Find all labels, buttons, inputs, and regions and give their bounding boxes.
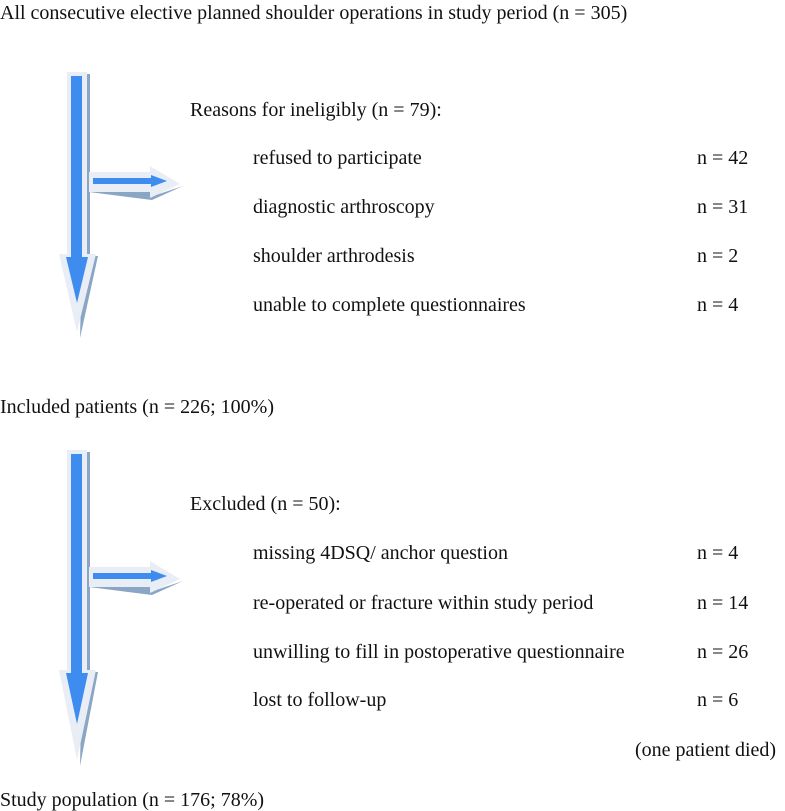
start-node-label: All consecutive elective planned shoulder operations in study period (n = 305) — [0, 2, 628, 24]
down-arrow-icon — [59, 450, 98, 766]
ineligible-heading: Reasons for ineligibly (n = 79): — [190, 99, 442, 121]
down-arrow-icon — [59, 72, 98, 338]
excluded-heading: Excluded (n = 50): — [190, 493, 341, 515]
ineligible-reason-count: n = 2 — [697, 245, 739, 267]
excluded-reason-count: n = 6 — [697, 689, 739, 711]
ineligible-reason-count: n = 31 — [697, 196, 749, 218]
included-node-label: Included patients (n = 226; 100%) — [0, 396, 274, 418]
final-node-label: Study population (n = 176; 78%) — [0, 789, 265, 811]
right-arrow-icon — [89, 561, 183, 595]
excluded-reason-count: n = 26 — [697, 641, 749, 663]
ineligible-reason-label: diagnostic arthroscopy — [253, 196, 435, 218]
ineligible-reason-count: n = 4 — [697, 294, 739, 316]
excluded-note: (one patient died) — [635, 739, 777, 761]
excluded-reason-label: lost to follow-up — [253, 689, 387, 711]
excluded-reason-count: n = 14 — [697, 592, 749, 614]
excluded-reason-label: missing 4DSQ/ anchor question — [253, 542, 508, 564]
excluded-reason-label: re-operated or fracture within study period — [253, 592, 594, 614]
excluded-reason-label: unwilling to fill in postoperative questionnaire — [253, 641, 625, 663]
ineligible-reason-label: unable to complete questionnaires — [253, 294, 526, 316]
ineligible-reason-label: shoulder arthrodesis — [253, 245, 415, 267]
right-arrow-icon — [89, 166, 183, 200]
ineligible-reason-count: n = 42 — [697, 147, 749, 169]
ineligible-reason-label: refused to participate — [253, 147, 422, 169]
excluded-reason-count: n = 4 — [697, 542, 739, 564]
